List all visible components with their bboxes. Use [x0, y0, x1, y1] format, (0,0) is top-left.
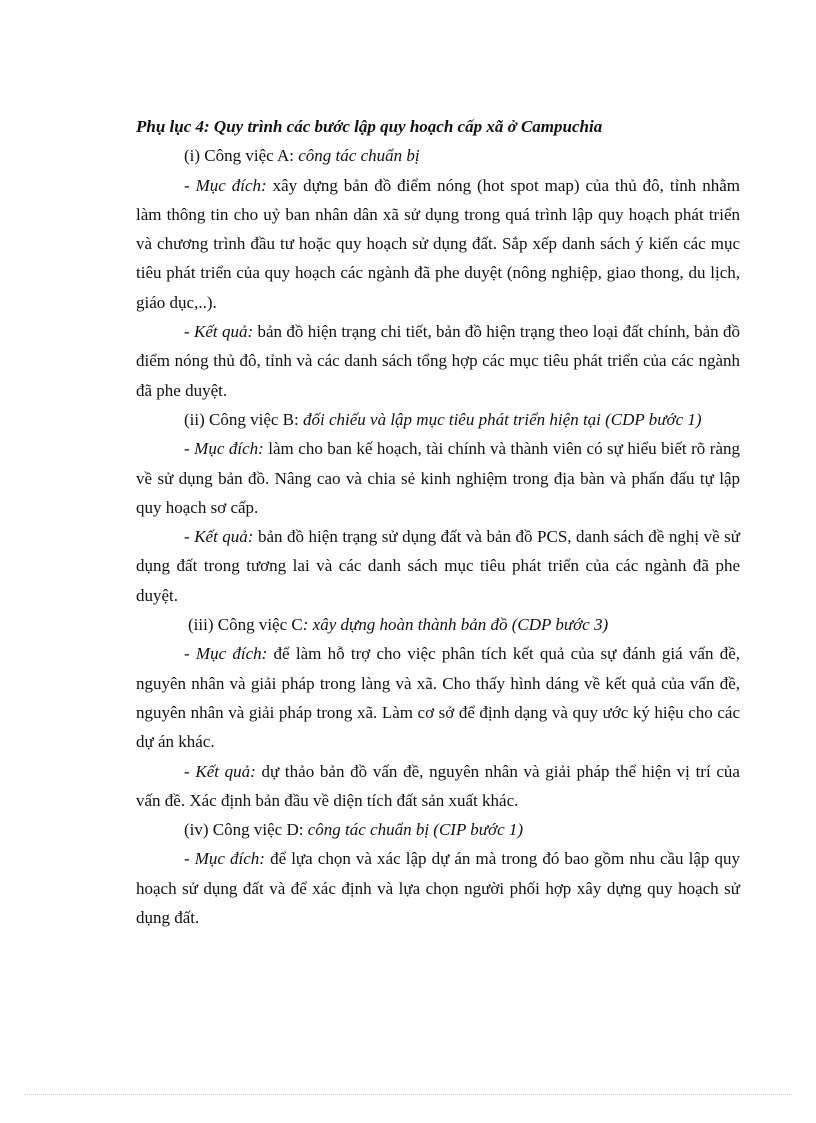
purpose-label: Mục đích: — [194, 439, 264, 459]
task-a-heading — [136, 141, 740, 170]
task-c-label: (iii) Công việc C — [188, 615, 303, 635]
task-b-result — [136, 522, 740, 610]
bullet-dash: - — [184, 439, 195, 459]
bullet-dash: - — [184, 322, 195, 342]
purpose-label: Mục đích: — [195, 644, 268, 664]
task-a-label: (i) Công việc A: — [184, 146, 299, 166]
result-label: Kết quả: — [195, 761, 256, 781]
task-c-result — [136, 757, 740, 816]
task-d-label: (iv) Công việc D: — [184, 820, 308, 840]
task-a-label-italic: công tác chuẩn bị — [298, 146, 420, 166]
result-label: Kết quả: — [194, 527, 254, 547]
page-bottom-divider — [24, 1094, 792, 1095]
appendix-title: Phụ lục 4: Quy trình các bước lập quy hoạch cấp xã ở Campuchia — [136, 117, 603, 136]
bullet-dash: - — [184, 527, 195, 547]
purpose-label: Mục đích: — [195, 175, 267, 195]
bullet-dash: - — [184, 175, 196, 195]
task-d-heading — [136, 815, 740, 844]
task-b-heading — [136, 405, 740, 434]
task-c-label-italic: : xây dựng hoàn thành bản đồ (CDP bước 3) — [302, 615, 609, 635]
purpose-label: Mục đích: — [194, 849, 265, 869]
result-text: bản đồ hiện trạng chi tiết, bản đồ hiện trạng theo loại đất chính, bản đồ điểm nóng thủ đô, tỉnh và các danh sách tổng hợp các mục tiêu phát triển của các ngành đã phe duyệt. — [136, 322, 740, 400]
result-text: dự thảo bản đồ vấn đề, nguyên nhân và giải pháp thể hiện vị trí của vấn đề. Xác định bản đầu về diện tích đất sản xuất khác. — [136, 761, 740, 810]
document-page — [136, 112, 740, 932]
purpose-text: để làm hỗ trợ cho việc phân tích kết quả của sự đánh giá vấn đề, nguyên nhân và giải pháp trong làng và xã. Cho thấy hình dáng về kết quả của vấn đề, nguyên nhân và giải pháp trong xã. Làm cơ sở để định dạng và quy ước ký hiệu cho các dự án khác. — [136, 644, 740, 752]
purpose-text: xây dựng bản đồ điểm nóng (hot spot map) của thủ đô, tỉnh nhằm làm thông tin cho uỷ ban nhân dân xã sử dụng trong quá trình lập quy hoạch phát triển và chương trình đầu tư hoặc quy hoạch sử dụng đất. Sắp xếp danh sách ý kiến các mục tiêu phát triển của quy hoạch các ngành đã phe duyệt (nông nghiệp, giao thong, du lịch, giáo dục,..). — [136, 175, 740, 312]
bullet-dash: - — [184, 644, 196, 664]
task-a-purpose — [136, 171, 740, 317]
result-text: bản đồ hiện trạng sử dụng đất và bản đồ PCS, danh sách đề nghị về sử dụng đất trong tương lai và các danh sách mục tiêu phát triển của các ngành đã phe duyệt. — [136, 527, 740, 605]
task-a-result — [136, 317, 740, 405]
result-label: Kết quả: — [194, 322, 254, 342]
purpose-text: để lựa chọn và xác lập dự án mà trong đó bao gồm nhu cầu lập quy hoạch sử dụng đất và để xác định và lựa chọn người phối hợp xây dựng quy hoạch sử dụng đất. — [136, 849, 740, 928]
task-d-purpose — [136, 844, 740, 932]
task-b-purpose — [136, 434, 740, 522]
task-c-heading — [136, 610, 740, 639]
bullet-dash: - — [184, 761, 196, 781]
task-c-purpose — [136, 639, 740, 756]
task-b-label-italic: đối chiếu và lập mục tiêu phát triển hiện tại (CDP bước 1) — [302, 409, 702, 429]
purpose-text: làm cho ban kế hoạch, tài chính và thành viên có sự hiểu biết rõ ràng về sử dụng bản đồ. Nâng cao và chia sẻ kinh nghiệm trong địa bàn và phấn đấu tự lập quy hoạch sơ cấp. — [136, 439, 740, 517]
bullet-dash: - — [184, 849, 195, 869]
task-b-label: (ii) Công việc B: — [184, 409, 303, 429]
task-d-label-italic: công tác chuẩn bị (CIP bước 1) — [307, 820, 524, 840]
